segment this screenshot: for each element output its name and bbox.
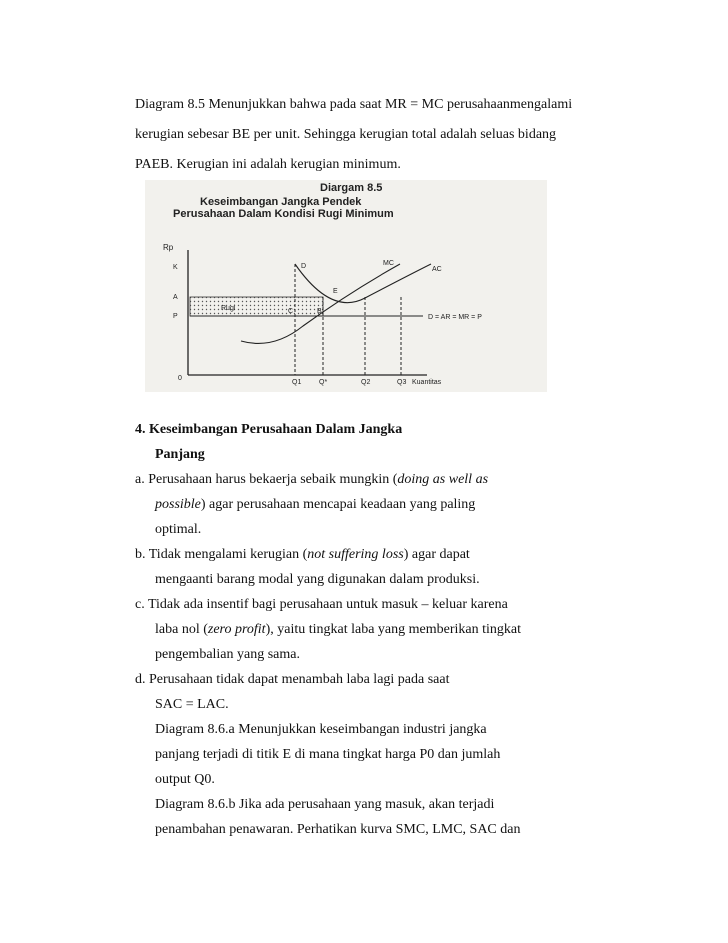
diagram-svg	[145, 180, 547, 392]
intro-line-2: kerugian sebesar BE per unit. Sehingga kerugian total adalah seluas bidang	[135, 127, 557, 142]
section-heading-1: 4. Keseimbangan Perusahaan Dalam Jangka	[135, 422, 403, 437]
y-tick-k: K	[173, 264, 178, 271]
item-b-line-2: mengaanti barang modal yang digunakan dalam produksi.	[155, 572, 480, 587]
y-tick-a: A	[173, 294, 178, 301]
x-tick-qstar: Q*	[319, 379, 328, 386]
loss-area	[190, 297, 323, 316]
item-a-line-1: a. Perusahaan harus bekaerja sebaik mungkin (doing as well as	[135, 472, 489, 487]
item-a-line-2: possible) agar perusahaan mencapai keadaan yang paling	[155, 497, 476, 512]
y-axis-label: Rp	[163, 243, 174, 252]
item-b-line-1: b. Tidak mengalami kerugian (not suffering loss) agar dapat	[135, 547, 470, 562]
figure-title-1: Diargam 8.5	[320, 182, 383, 194]
item-d-line-3: Diagram 8.6.a Menunjukkan keseimbangan industri jangka	[155, 722, 487, 737]
point-b: B	[317, 308, 322, 315]
item-d-line-6: Diagram 8.6.b Jika ada perusahaan yang masuk, akan terjadi	[155, 797, 495, 812]
intro-line-1: Diagram 8.5 Menunjukkan bahwa pada saat MR = MC perusahaanmengalami	[135, 97, 573, 112]
y-tick-p: P	[173, 313, 178, 320]
item-d-line-7: penambahan penawaran. Perhatikan kurva SMC, LMC, SAC dan	[155, 822, 521, 837]
item-c-line-1: c. Tidak ada insentif bagi perusahaan untuk masuk – keluar karena	[135, 597, 508, 612]
intro-line-3: PAEB. Kerugian ini adalah kerugian minimum.	[135, 157, 401, 172]
mc-label: MC	[383, 260, 394, 267]
item-c-line-3: pengembalian yang sama.	[155, 647, 301, 662]
x-axis-label: Kuantitas	[412, 379, 442, 386]
x-tick-q2: Q2	[361, 379, 371, 386]
x-tick-q3: Q3	[397, 379, 407, 386]
point-e: E	[333, 288, 338, 295]
demand-line-label: D = AR = MR = P	[428, 314, 482, 321]
item-a-line-3: optimal.	[155, 522, 202, 537]
figure-title-3: Perusahaan Dalam Kondisi Rugi Minimum	[173, 208, 394, 220]
diagram-8-5	[145, 180, 547, 392]
origin-label: 0	[178, 375, 182, 382]
figure-title-2: Keseimbangan Jangka Pendek	[200, 196, 362, 208]
item-d-line-1: d. Perusahaan tidak dapat menambah laba lagi pada saat	[135, 672, 450, 687]
loss-area-label: Rugi	[221, 305, 236, 312]
item-d-line-5: output Q0.	[155, 772, 215, 787]
item-d-line-2: SAC = LAC.	[155, 697, 229, 712]
item-d-line-4: panjang terjadi di titik E di mana tingkat harga P0 dan jumlah	[155, 747, 501, 762]
section-heading-2: Panjang	[155, 447, 205, 462]
ac-label: AC	[432, 266, 442, 273]
point-c: C	[288, 308, 294, 315]
x-tick-q1: Q1	[292, 379, 302, 386]
point-d: D	[301, 263, 307, 270]
item-c-line-2: laba nol (zero profit), yaitu tingkat laba yang memberikan tingkat	[155, 622, 522, 637]
